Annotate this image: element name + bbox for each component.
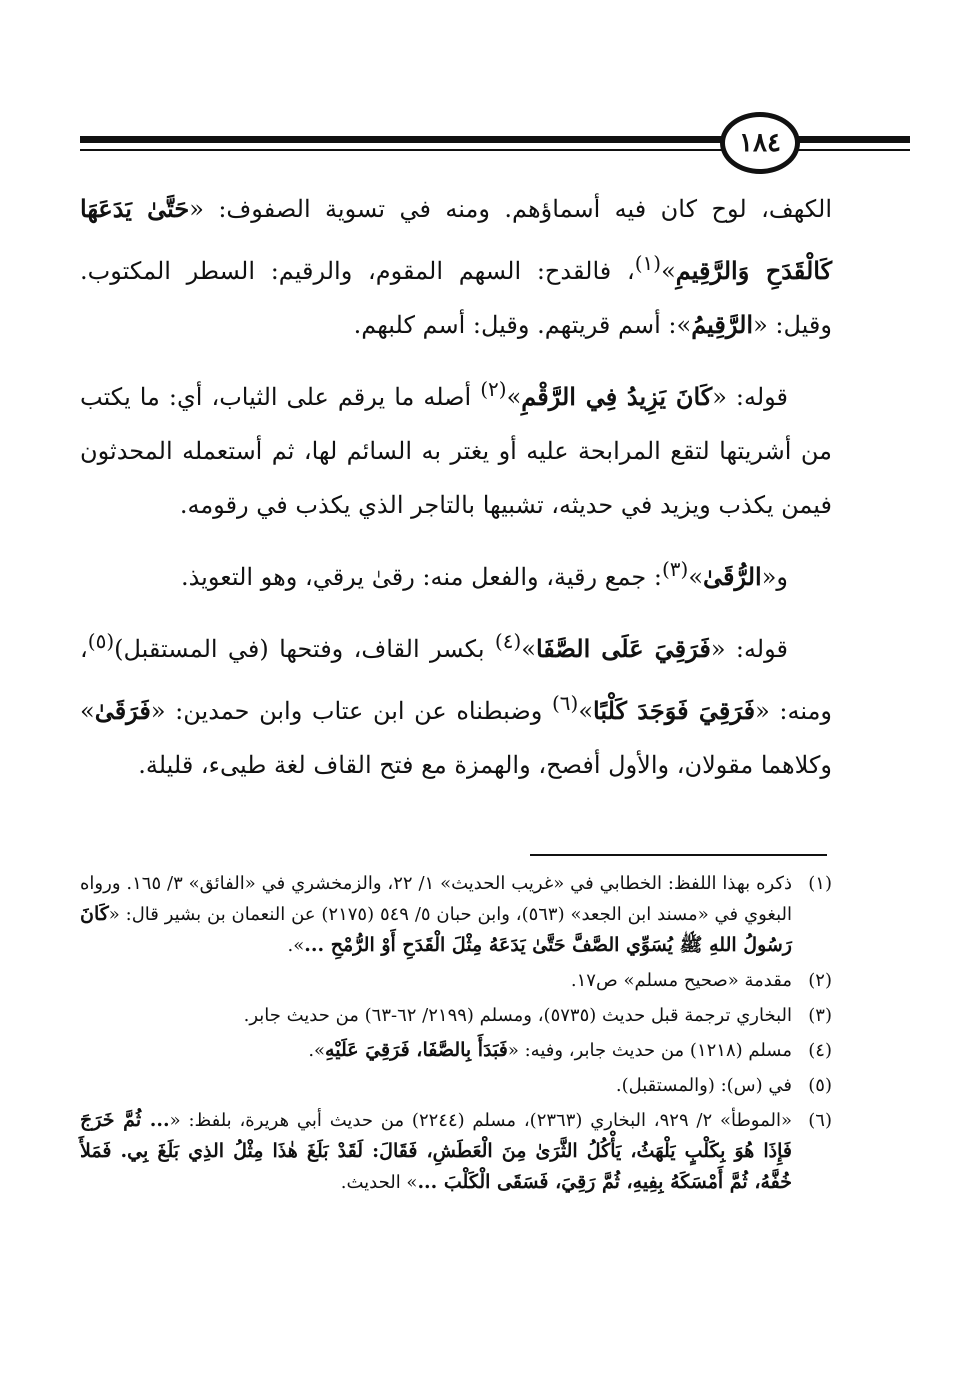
text-run: و«: [761, 563, 788, 591]
text-run: بكسر القاف، وفتحها (في المستقبل): [114, 635, 495, 663]
text-run: »: [578, 697, 594, 725]
text-run: أصله ما يرقم على الثياب، أي: ما يكتب من أشريتها لتقع المرابحة عليه أو يغتر به السائم لها، ثم أستعمله المحدثون فيمن يكذب ويزيد في حديثه، تشبيها بالتاجر الذي يكذب في رقومه.: [80, 383, 832, 519]
header-rule-thin: [80, 149, 728, 151]
footnote-divider: [530, 854, 827, 856]
text-run: «الموطأ» ٢/ ٩٢٩، البخاري (٢٣٦٣)، مسلم (٢٢٤٤) من حديث أبي هريرة، بلفظ: «: [169, 1110, 792, 1131]
footnote-text: [80, 868, 792, 961]
footnote-ref-4: (٤): [494, 629, 522, 653]
text-run: »: أسم قريتهم. وقيل: أسم كلبهم.: [353, 311, 692, 339]
hadith-quote: فَبَدَأَ بِالصَّفَا، فَرَقِيَ عَلَيْهِ: [325, 1039, 508, 1061]
paragraph-2: [80, 362, 832, 532]
hadith-quote: فَرَقِيَ عَلَى الصَّفَا: [535, 634, 711, 663]
hadith-quote: ... ثُمَّ خَرَجَ فَإِذَا هُوَ بِكَلْبٍ يَلْهَثُ، يَأْكُلُ الثَّرَىٰ مِنَ الْعَطَشِ، فَقَالَ: لَقَدْ بَلَغَ هٰذَا مِثْلُ الذِي بَلَغَ بِي. فَمَلأَ خُفَّهُ، ثُمَّ أَمْسَكَهُ بِفِيهِ، ثُمَّ رَقِيَ، فَسَقَى الْكَلْبَ ...: [80, 1109, 792, 1193]
paragraph-3: [80, 542, 832, 604]
text-run: »: [506, 383, 522, 411]
footnote-number: (٤): [808, 1040, 832, 1061]
hadith-quote: الرَّقِيمُ: [691, 310, 754, 339]
text-run: » الحديث.: [340, 1172, 418, 1193]
header-rule-thin-right: [795, 149, 910, 151]
text-run: »: [688, 563, 704, 591]
page-number-badge: [720, 112, 800, 174]
footnote-ref-2: (٢): [480, 377, 507, 401]
hadith-quote: كَانَ رَسُولُ اللهِ ﷺ يُسَوِّي الصَّفَّ حَتَّىٰ يَدَعَهُ مِثْلَ الْقَدَحِ أَوْ الرُّمْحِ ...: [80, 903, 792, 956]
text-run: قوله: «: [710, 635, 788, 663]
footnote-text: [80, 1035, 792, 1066]
text-run: ».: [287, 935, 305, 956]
hadith-quote: حَتَّىٰ يَدَعَهَا كَالْقَدَحِ وَالرَّقِيمِ: [80, 194, 832, 285]
text-run: »: [661, 257, 676, 285]
footnote-6: [80, 1105, 832, 1198]
footnote-number: (٢): [808, 970, 832, 991]
footnote-number: (١): [808, 873, 832, 894]
footnote-3: [80, 1000, 832, 1031]
text-run: الكهف، لوح كان فيه أسماؤهم. ومنه في تسوية الصفوف: «: [189, 195, 832, 223]
main-text: [80, 182, 832, 802]
text-run: »: [521, 635, 536, 663]
paragraph-4: [80, 614, 832, 792]
footnote-number: (٥): [808, 1075, 832, 1096]
footnote-ref-1: (١): [634, 251, 662, 275]
page-header: [80, 112, 910, 192]
footnote-2: [80, 965, 832, 996]
text-run: : جمع رقية، والفعل منه: رقىٰ يرقي، وهو التعويذ.: [180, 563, 662, 591]
hadith-quote: كَانَ يَزِيدُ فِي الرَّقْمِ: [521, 382, 713, 411]
hadith-quote: الرُّقَىٰ: [703, 562, 762, 591]
footnote-ref-3: (٣): [661, 557, 689, 581]
text-run: قوله: «: [712, 383, 789, 411]
header-rule-thick-right: [795, 136, 910, 143]
text-run: مسلم (١٢١٨) من حديث جابر، وفيه: «: [507, 1040, 792, 1061]
footnote-ref-6: (٦): [551, 691, 579, 715]
page-number: ١٨٤: [739, 128, 781, 158]
text-run: ، فالقدح: السهم المقوم، والرقيم: السطر المكتوب. وقيل: «: [80, 257, 832, 339]
footnote-number: (٦): [808, 1110, 832, 1131]
footnote-4: [80, 1035, 832, 1066]
text-run: وضبطناه عن ابن عتاب وابن حمدين: «: [150, 697, 552, 725]
text-run: ».: [308, 1040, 326, 1061]
footnote-number: (٣): [808, 1005, 832, 1026]
footnote-text: البخاري ترجمة قبل حديث (٥٧٣٥)، ومسلم (٢١٩٩/ ٦٢-٦٣) من حديث جابر.: [243, 1005, 792, 1026]
footnote-ref-5: (٥): [87, 629, 115, 653]
paragraph-1: [80, 182, 832, 352]
footnote-text: مقدمة «صحيح مسلم» ص١٧.: [570, 970, 792, 991]
text-run: » وكلاهما مقولان، والأول أفصح، والهمزة مع فتح القاف لغة طيىء، قليلة.: [80, 697, 832, 779]
footnote-text: في (س): (والمستقبل).: [615, 1075, 792, 1096]
footnotes: [80, 868, 832, 1202]
hadith-quote: فَرَقَىٰ: [94, 696, 151, 725]
text-run: ، ومنه: «: [80, 635, 833, 725]
footnote-text: [80, 1105, 792, 1198]
hadith-quote: فَرَقِيَ فَوَجَدَ كَلْبًا: [593, 696, 756, 725]
footnote-5: [80, 1070, 832, 1101]
footnote-1: [80, 868, 832, 961]
header-rule-thick: [80, 136, 728, 143]
text-run: ذكره بهذا اللفظ: الخطابي في «غريب الحديث» ١/ ٢٢، والزمخشري في «الفائق» ٣/ ١٦٥. ورواه البغوي في «مسند ابن الجعد» (٥٦٣)، وابن حبان ٥/ ٥٤٩ (٢١٧٥) عن النعمان بن بشير قال: «: [80, 873, 793, 925]
